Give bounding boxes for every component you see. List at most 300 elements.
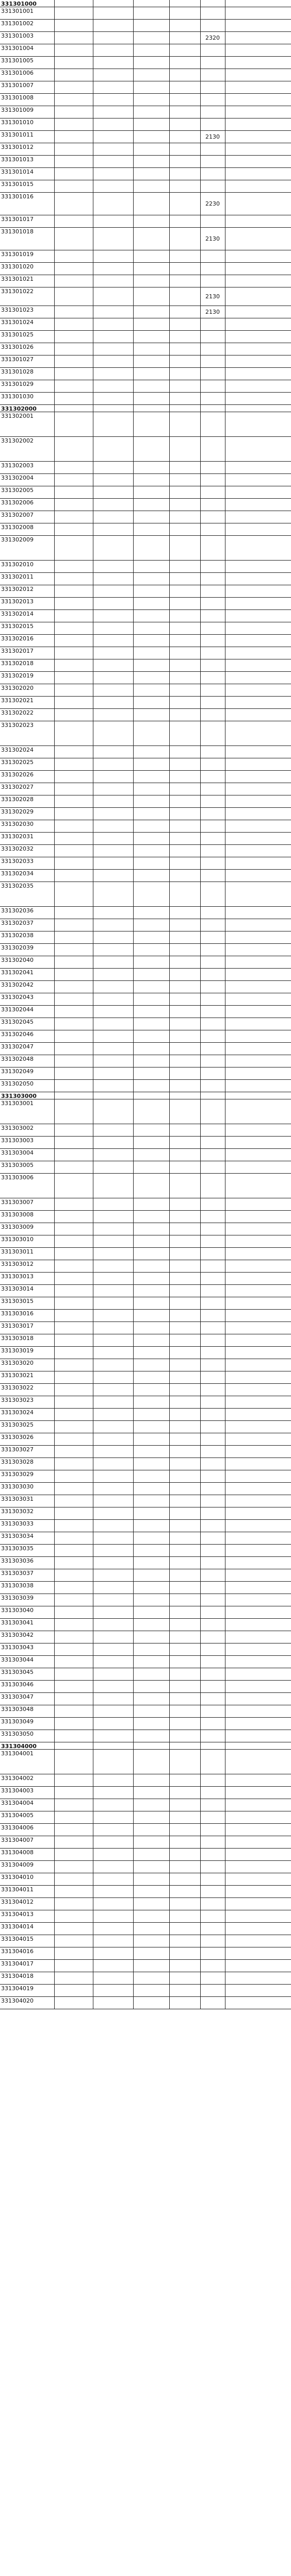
row-content xyxy=(93,1322,133,1334)
column-divider xyxy=(169,318,170,330)
row-content xyxy=(93,1693,133,1705)
row-description xyxy=(133,1861,169,1873)
row-description xyxy=(133,1384,169,1396)
row-price xyxy=(200,1985,225,1996)
row-note xyxy=(225,1235,291,1247)
row-note xyxy=(225,1836,291,1848)
column-divider xyxy=(169,721,170,745)
column-divider xyxy=(169,1774,170,1786)
column-divider xyxy=(54,771,55,783)
row-price xyxy=(200,1310,225,1321)
column-divider xyxy=(200,1606,201,1618)
row-price xyxy=(200,1705,225,1717)
row-code: 331303043 xyxy=(1,1644,34,1651)
column-divider xyxy=(169,81,170,93)
column-divider xyxy=(133,795,134,807)
row-code: 331303024 xyxy=(1,1409,34,1416)
row-code: 331304010 xyxy=(1,1874,34,1880)
row-code: 331302038 xyxy=(1,932,34,939)
column-divider xyxy=(54,1774,55,1786)
row-code: 331303045 xyxy=(1,1669,34,1675)
row-note xyxy=(225,1824,291,1836)
column-divider xyxy=(200,69,201,81)
row-code: 331304006 xyxy=(1,1824,34,1831)
column-divider xyxy=(54,1310,55,1321)
row-price xyxy=(200,635,225,647)
row-price xyxy=(200,1668,225,1680)
column-divider xyxy=(200,168,201,180)
row-code: 331303035 xyxy=(1,1545,34,1552)
table-row xyxy=(0,1495,291,1507)
column-divider xyxy=(133,1923,134,1935)
row-unit xyxy=(169,907,200,919)
row-description xyxy=(133,1322,169,1334)
row-price xyxy=(200,1223,225,1235)
row-note xyxy=(225,1693,291,1705)
row-description xyxy=(133,1693,169,1705)
column-divider xyxy=(133,1273,134,1284)
column-divider xyxy=(200,228,201,250)
column-divider xyxy=(200,331,201,343)
row-price xyxy=(200,1371,225,1383)
column-divider xyxy=(200,1273,201,1284)
row-code: 331302040 xyxy=(1,957,34,963)
row-name xyxy=(54,1898,93,1910)
row-code: 331303001 xyxy=(1,1100,34,1107)
table-row xyxy=(0,771,291,783)
column-divider xyxy=(133,94,134,106)
row-description xyxy=(133,1273,169,1284)
row-name xyxy=(54,795,93,807)
row-note xyxy=(225,870,291,882)
column-divider xyxy=(54,1873,55,1885)
row-description xyxy=(133,1582,169,1594)
row-name xyxy=(54,7,93,19)
row-content xyxy=(93,69,133,81)
row-unit xyxy=(169,870,200,882)
row-code: 331304007 xyxy=(1,1837,34,1843)
column-divider xyxy=(54,721,55,745)
row-name xyxy=(54,1458,93,1470)
table-row xyxy=(0,635,291,647)
row-content xyxy=(93,1520,133,1532)
column-divider xyxy=(133,833,134,844)
row-note xyxy=(225,1080,291,1092)
row-code: 331303033 xyxy=(1,1520,34,1527)
row-description xyxy=(133,1396,169,1408)
row-description xyxy=(133,1656,169,1668)
table-row xyxy=(0,1774,291,1787)
row-unit xyxy=(169,1080,200,1092)
row-name xyxy=(54,1545,93,1556)
row-content xyxy=(93,1223,133,1235)
row-name xyxy=(54,993,93,1005)
column-divider xyxy=(169,486,170,498)
row-description xyxy=(133,393,169,404)
row-code: 331301014 xyxy=(1,168,34,175)
column-divider xyxy=(54,882,55,906)
column-divider xyxy=(133,1260,134,1272)
column-divider xyxy=(169,659,170,671)
column-divider xyxy=(54,1260,55,1272)
row-note xyxy=(225,956,291,968)
row-price xyxy=(200,263,225,275)
row-price xyxy=(200,536,225,560)
row-content xyxy=(93,907,133,919)
column-divider xyxy=(133,561,134,572)
column-divider xyxy=(200,1799,201,1811)
column-divider xyxy=(54,1947,55,1959)
row-unit xyxy=(169,343,200,355)
row-content xyxy=(93,1861,133,1873)
row-content xyxy=(93,969,133,980)
column-divider xyxy=(54,783,55,795)
row-note xyxy=(225,1606,291,1618)
row-content xyxy=(93,1507,133,1519)
table-row xyxy=(0,343,291,355)
column-divider xyxy=(169,1799,170,1811)
column-divider xyxy=(169,709,170,721)
row-name xyxy=(54,820,93,832)
row-description xyxy=(133,1960,169,1972)
row-content xyxy=(93,1681,133,1692)
row-name xyxy=(54,380,93,392)
row-price xyxy=(200,486,225,498)
row-content xyxy=(93,956,133,968)
column-divider xyxy=(200,1705,201,1717)
row-note xyxy=(225,215,291,227)
row-name xyxy=(54,659,93,671)
row-price xyxy=(200,684,225,696)
row-code: 331303010 xyxy=(1,1236,34,1243)
column-divider xyxy=(200,143,201,155)
column-divider xyxy=(133,536,134,560)
row-unit xyxy=(169,393,200,404)
row-unit xyxy=(169,1557,200,1569)
row-price xyxy=(200,1260,225,1272)
row-description xyxy=(133,1631,169,1643)
column-divider xyxy=(133,1198,134,1210)
row-description xyxy=(133,1223,169,1235)
row-price xyxy=(200,1742,225,1749)
row-name xyxy=(54,1569,93,1581)
row-description xyxy=(133,795,169,807)
row-price xyxy=(200,1211,225,1223)
row-content xyxy=(93,1137,133,1148)
row-name xyxy=(54,647,93,659)
column-divider xyxy=(169,981,170,993)
row-unit xyxy=(169,143,200,155)
row-unit xyxy=(169,1211,200,1223)
row-description xyxy=(133,1359,169,1371)
row-note xyxy=(225,1985,291,1996)
row-content xyxy=(93,228,133,250)
column-divider xyxy=(169,1886,170,1897)
row-unit xyxy=(169,193,200,215)
column-divider xyxy=(133,1705,134,1717)
column-divider xyxy=(169,1557,170,1569)
row-price xyxy=(200,1656,225,1668)
column-divider xyxy=(200,343,201,355)
row-content xyxy=(93,1545,133,1556)
row-unit xyxy=(169,573,200,585)
row-name xyxy=(54,1310,93,1321)
column-divider xyxy=(133,1099,134,1124)
row-name xyxy=(54,1972,93,1984)
row-note xyxy=(225,808,291,820)
row-name xyxy=(54,771,93,783)
row-name xyxy=(54,1124,93,1136)
row-content xyxy=(93,1910,133,1922)
row-note xyxy=(225,1470,291,1482)
row-unit xyxy=(169,486,200,498)
row-note xyxy=(225,156,291,167)
column-divider xyxy=(133,20,134,31)
row-name xyxy=(54,1470,93,1482)
row-price: 2130 xyxy=(205,308,220,315)
row-description xyxy=(133,758,169,770)
row-code: 331303039 xyxy=(1,1595,34,1601)
row-note xyxy=(225,143,291,155)
row-name xyxy=(54,331,93,343)
row-note xyxy=(225,672,291,684)
column-divider xyxy=(200,1960,201,1972)
row-content xyxy=(93,684,133,696)
row-unit xyxy=(169,536,200,560)
row-code: 331301007 xyxy=(1,82,34,89)
column-divider xyxy=(54,1693,55,1705)
row-content xyxy=(93,573,133,585)
column-divider xyxy=(133,511,134,523)
row-name xyxy=(54,931,93,943)
column-divider xyxy=(200,44,201,56)
column-divider xyxy=(54,622,55,634)
column-divider xyxy=(200,523,201,535)
row-code: 331304008 xyxy=(1,1849,34,1856)
table-row xyxy=(0,1520,291,1532)
column-divider xyxy=(54,1433,55,1445)
column-divider xyxy=(54,1198,55,1210)
row-name xyxy=(54,1371,93,1383)
table-row xyxy=(0,380,291,393)
row-description xyxy=(133,1873,169,1885)
row-content xyxy=(93,931,133,943)
row-price xyxy=(200,721,225,745)
row-price xyxy=(200,393,225,404)
row-price xyxy=(200,1080,225,1092)
row-name xyxy=(54,1421,93,1433)
row-unit xyxy=(169,44,200,56)
row-code: 331303042 xyxy=(1,1632,34,1638)
row-content xyxy=(93,94,133,106)
table-row xyxy=(0,1960,291,1972)
row-note xyxy=(225,1433,291,1445)
row-unit xyxy=(169,1811,200,1823)
row-note xyxy=(225,0,291,7)
row-code: 331302050 xyxy=(1,1080,34,1087)
row-name xyxy=(54,1322,93,1334)
row-content xyxy=(93,610,133,622)
table-row xyxy=(0,69,291,81)
table-row xyxy=(0,1849,291,1861)
table-row xyxy=(0,1681,291,1693)
row-price xyxy=(200,1594,225,1606)
column-divider xyxy=(169,1693,170,1705)
row-content xyxy=(93,1334,133,1346)
row-code: 331303047 xyxy=(1,1693,34,1700)
row-content xyxy=(93,1643,133,1655)
column-divider xyxy=(169,1211,170,1223)
table-row xyxy=(0,1099,291,1124)
row-content xyxy=(93,20,133,31)
row-content xyxy=(93,393,133,404)
row-code: 331301004 xyxy=(1,45,34,52)
row-price xyxy=(200,1718,225,1730)
column-divider xyxy=(133,393,134,404)
row-unit xyxy=(169,250,200,262)
row-code: 331303016 xyxy=(1,1310,34,1317)
row-unit xyxy=(169,931,200,943)
column-divider xyxy=(133,1774,134,1786)
row-code: 331302039 xyxy=(1,944,34,951)
column-divider xyxy=(54,1421,55,1433)
table-row xyxy=(0,57,291,69)
table-row xyxy=(0,573,291,585)
column-divider xyxy=(54,659,55,671)
row-content xyxy=(93,44,133,56)
column-divider xyxy=(200,981,201,993)
row-note xyxy=(225,746,291,758)
row-description xyxy=(133,956,169,968)
row-note xyxy=(225,1811,291,1823)
row-name xyxy=(54,355,93,367)
column-divider xyxy=(200,1935,201,1947)
row-content xyxy=(93,1433,133,1445)
row-price xyxy=(200,368,225,380)
row-unit xyxy=(169,81,200,93)
column-divider xyxy=(169,783,170,795)
row-code: 331302018 xyxy=(1,660,34,667)
row-description xyxy=(133,287,169,306)
row-name xyxy=(54,1248,93,1260)
column-divider xyxy=(54,168,55,180)
row-note xyxy=(225,610,291,622)
column-divider xyxy=(200,1668,201,1680)
row-unit xyxy=(169,969,200,980)
row-code: 331304014 xyxy=(1,1923,34,1930)
row-name xyxy=(54,1149,93,1161)
column-divider xyxy=(169,1483,170,1495)
row-code: 331304000 xyxy=(1,1743,37,1749)
row-description xyxy=(133,380,169,392)
column-divider xyxy=(200,1923,201,1935)
table-row xyxy=(0,1334,291,1347)
column-divider xyxy=(54,1532,55,1544)
row-price xyxy=(200,1693,225,1705)
row-code: 331302021 xyxy=(1,697,34,704)
column-divider xyxy=(200,1997,201,2009)
row-content xyxy=(93,1030,133,1042)
row-content xyxy=(93,106,133,118)
table-row xyxy=(0,1161,291,1174)
table-row xyxy=(0,1985,291,1997)
row-code: 331304015 xyxy=(1,1936,34,1942)
column-divider xyxy=(169,437,170,461)
row-price xyxy=(200,1099,225,1124)
row-code: 331303026 xyxy=(1,1434,34,1440)
row-unit xyxy=(169,1507,200,1519)
row-content xyxy=(93,1092,133,1099)
table-row xyxy=(0,795,291,808)
row-unit xyxy=(169,610,200,622)
column-divider xyxy=(54,833,55,844)
row-unit xyxy=(169,672,200,684)
column-divider xyxy=(133,1545,134,1556)
table-row xyxy=(0,393,291,405)
row-content xyxy=(93,1742,133,1749)
row-price xyxy=(200,1446,225,1458)
column-divider xyxy=(133,228,134,250)
row-content xyxy=(93,981,133,993)
row-price xyxy=(200,1043,225,1055)
row-unit xyxy=(169,355,200,367)
column-divider xyxy=(169,672,170,684)
row-code: 331304013 xyxy=(1,1911,34,1918)
column-divider xyxy=(133,931,134,943)
row-description xyxy=(133,1371,169,1383)
row-price xyxy=(200,1137,225,1148)
row-unit xyxy=(169,1693,200,1705)
row-note xyxy=(225,1198,291,1210)
table-row xyxy=(0,622,291,635)
column-divider xyxy=(133,1619,134,1631)
row-description xyxy=(133,1055,169,1067)
table-row xyxy=(0,1718,291,1730)
row-description xyxy=(133,69,169,81)
row-description xyxy=(133,969,169,980)
column-divider xyxy=(54,1409,55,1420)
row-content xyxy=(93,32,133,44)
column-divider xyxy=(133,1910,134,1922)
column-divider xyxy=(54,393,55,404)
row-code: 331304012 xyxy=(1,1899,34,1905)
row-note xyxy=(225,919,291,931)
row-description xyxy=(133,585,169,597)
row-content xyxy=(93,1750,133,1774)
table-row xyxy=(0,1582,291,1594)
table-row xyxy=(0,20,291,32)
column-divider xyxy=(169,1750,170,1774)
table-row xyxy=(0,143,291,156)
row-unit xyxy=(169,1750,200,1774)
row-code: 331304002 xyxy=(1,1775,34,1782)
column-divider xyxy=(169,833,170,844)
table-row xyxy=(0,1693,291,1705)
row-content xyxy=(93,622,133,634)
table-row xyxy=(0,1297,291,1310)
row-unit xyxy=(169,1006,200,1018)
column-divider xyxy=(54,1384,55,1396)
row-name xyxy=(54,1067,93,1079)
row-name xyxy=(54,1174,93,1198)
table-row xyxy=(0,1656,291,1668)
row-price xyxy=(200,1421,225,1433)
column-divider xyxy=(54,20,55,31)
row-note xyxy=(225,1223,291,1235)
row-name xyxy=(54,1347,93,1359)
row-name xyxy=(54,462,93,473)
row-price xyxy=(200,318,225,330)
